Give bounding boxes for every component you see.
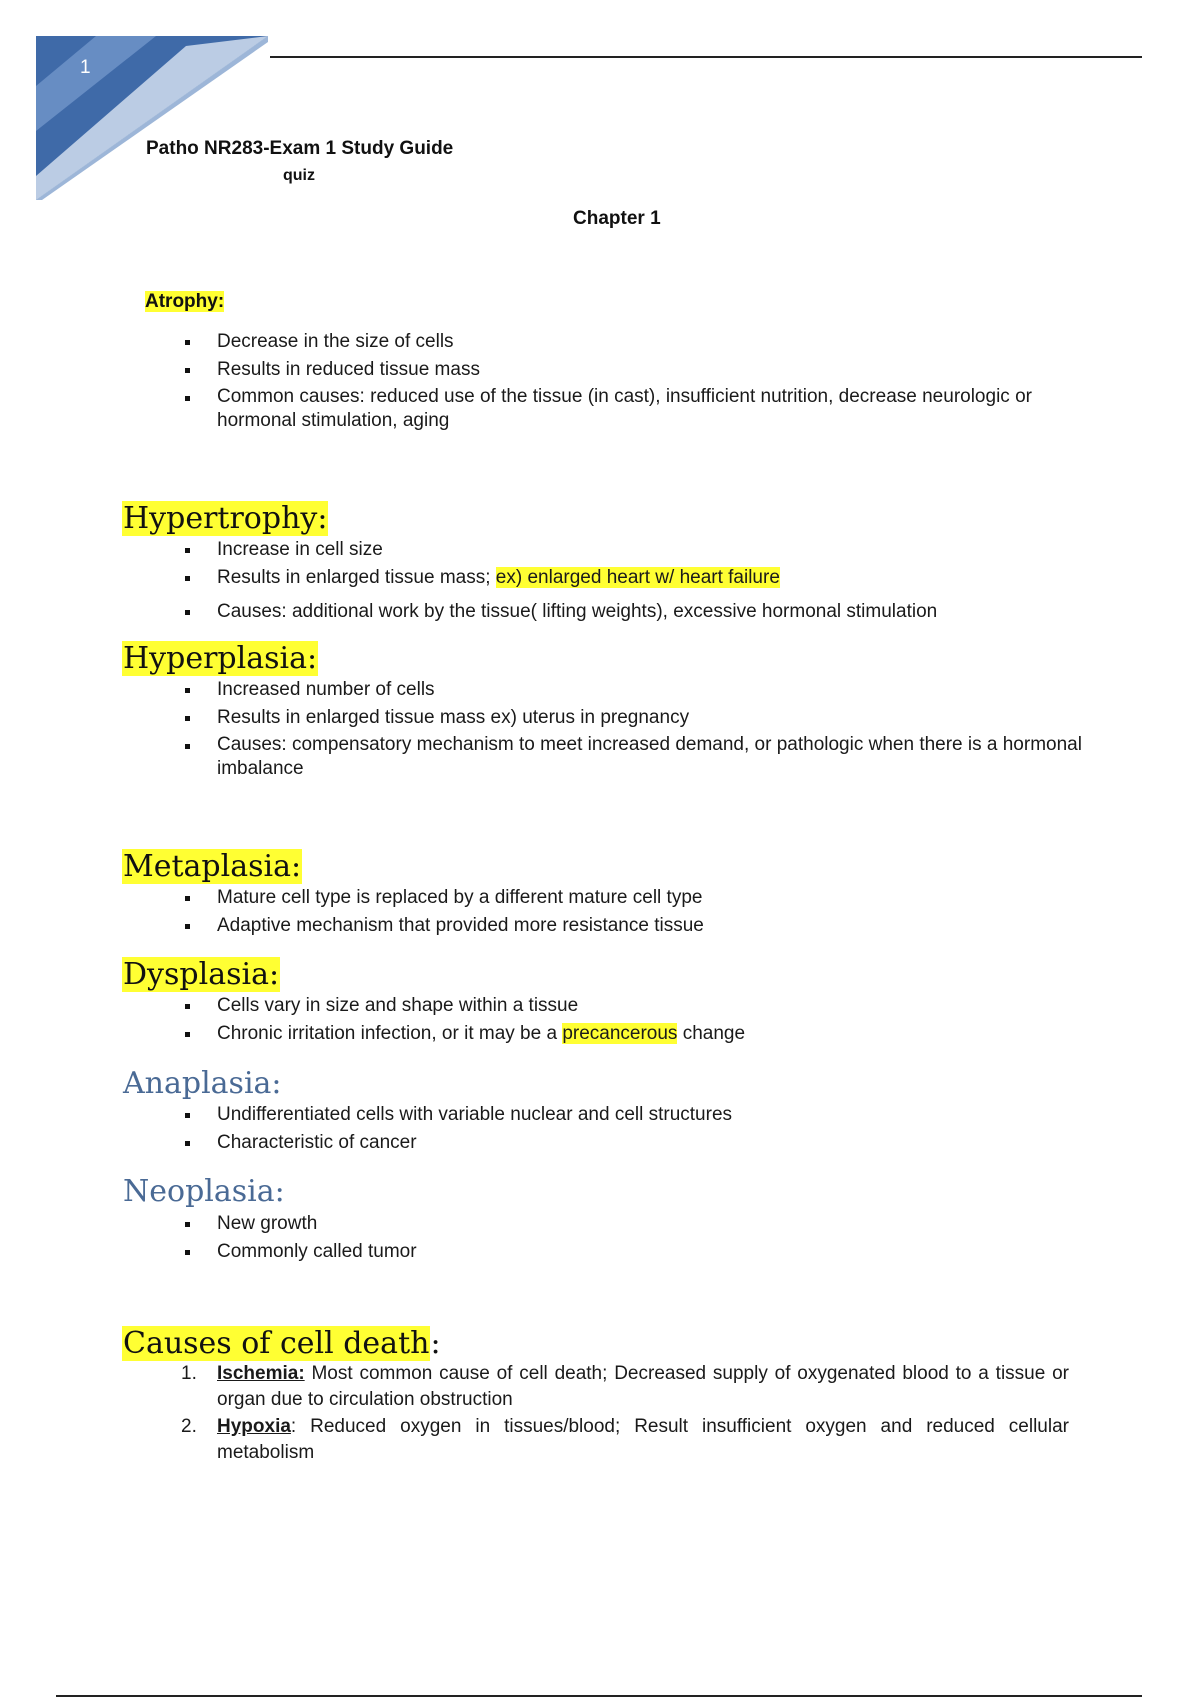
list-item: Adaptive mechanism that provided more resistance tissue: [217, 913, 1087, 939]
cell-death-heading: [122, 1326, 441, 1362]
list-item: Results in reduced tissue mass: [217, 357, 1087, 383]
list-item: [181, 1361, 1069, 1413]
list-item: Decrease in the size of cells: [217, 329, 1087, 355]
dysplasia-heading: [122, 957, 280, 993]
list-item: Common causes: reduced use of the tissue (in cast), insufficient nutrition, decrease neurologic or hormonal stimulation, aging: [217, 385, 1087, 433]
atrophy-heading-text: Atrophy:: [145, 291, 225, 312]
anaplasia-heading-text: Anaplasia:: [123, 1066, 282, 1101]
atrophy-heading: [145, 291, 224, 313]
cell-death-heading-colon: :: [430, 1326, 441, 1361]
definition-text: : Reduced oxygen in tissues/blood; Result insufficient oxygen and reduced cellular metabolism: [217, 1416, 1069, 1463]
header-rule: [270, 56, 1142, 58]
list-item: Causes: compensatory mechanism to meet increased demand, or pathologic when there is a hormonal imbalance: [217, 733, 1087, 781]
anaplasia-heading: [122, 1066, 283, 1102]
atrophy-list: [217, 329, 1087, 435]
list-item-text: Chronic irritation infection, or it may be a: [217, 1023, 563, 1044]
list-item: Results in enlarged tissue mass ex) uterus in pregnancy: [217, 705, 1087, 731]
page-number: 1: [80, 57, 91, 78]
term-ischemia: Ischemia:: [217, 1363, 305, 1384]
anaplasia-list: [217, 1102, 1087, 1158]
list-item: New growth: [217, 1211, 1087, 1237]
cell-death-heading-text: Causes of cell death: [123, 1326, 430, 1361]
list-item: [181, 1414, 1069, 1466]
list-item: Undifferentiated cells with variable nuclear and cell structures: [217, 1102, 1087, 1128]
metaplasia-list: [217, 885, 1087, 941]
metaplasia-heading-text: Metaplasia:: [123, 849, 302, 884]
dysplasia-heading-text: Dysplasia:: [123, 957, 280, 992]
chapter-heading: Chapter 1: [573, 208, 661, 229]
hypertrophy-list: [217, 537, 1087, 627]
document-title: Patho NR283-Exam 1 Study Guide: [146, 138, 454, 159]
item-number: 1.: [181, 1363, 197, 1384]
definition-text: Most common cause of cell death; Decreased supply of oxygenated blood to a tissue or organ due to circulation obstruction: [217, 1363, 1069, 1410]
document-subtitle: quiz: [283, 167, 315, 184]
footer-rule: [56, 1695, 1142, 1697]
list-item-text: Results in enlarged tissue mass;: [217, 567, 496, 588]
list-item: Characteristic of cancer: [217, 1130, 1087, 1156]
list-item-text-end: change: [677, 1023, 746, 1044]
neoplasia-list: [217, 1211, 1087, 1267]
list-item: [217, 565, 1087, 591]
neoplasia-heading: [122, 1174, 286, 1210]
list-item: Increased number of cells: [217, 677, 1087, 703]
highlighted-example: ex) enlarged heart w/ heart failure: [495, 567, 780, 588]
list-item: Commonly called tumor: [217, 1239, 1087, 1265]
cell-death-list: [181, 1361, 1069, 1467]
item-number: 2.: [181, 1416, 197, 1437]
dysplasia-list: [217, 993, 1087, 1049]
metaplasia-heading: [122, 849, 302, 885]
list-item: [217, 1021, 1087, 1047]
hyperplasia-heading-text: Hyperplasia:: [123, 641, 318, 676]
term-hypoxia: Hypoxia: [217, 1416, 291, 1437]
highlighted-term: precancerous: [562, 1023, 678, 1044]
list-item: Causes: additional work by the tissue( lifting weights), excessive hormonal stimulation: [217, 599, 1087, 625]
neoplasia-heading-text: Neoplasia:: [123, 1174, 285, 1209]
hyperplasia-list: [217, 677, 1087, 783]
corner-decoration: [36, 36, 268, 200]
list-item: Increase in cell size: [217, 537, 1087, 563]
hypertrophy-heading: [122, 501, 328, 537]
hypertrophy-heading-text: Hypertrophy:: [123, 501, 328, 536]
list-item: Mature cell type is replaced by a different mature cell type: [217, 885, 1087, 911]
hyperplasia-heading: [122, 641, 318, 677]
list-item: Cells vary in size and shape within a tissue: [217, 993, 1087, 1019]
